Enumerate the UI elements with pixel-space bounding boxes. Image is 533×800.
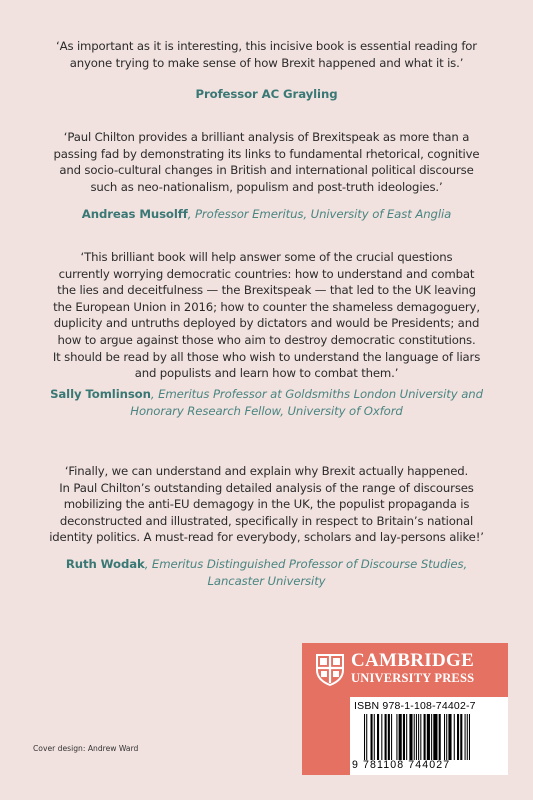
quote-line: ‘Paul Chilton provides a brilliant analysis of Brexitspeak as more than a [63,130,470,144]
ean-digits: 9 781108 744027 [352,759,451,771]
reviewer-name: Andreas Musolff [81,207,188,221]
review-quote-2 [28,129,505,195]
university-crest-icon [315,653,345,686]
review-quote-1 [28,38,505,71]
review-attribution-2 [28,206,505,223]
quote-line: currently worrying democratic countries: how to understand and combat [58,266,475,281]
review-attribution-3 [28,386,505,420]
quote-line: the European Union in 2016; how to counter the shameless demagoguery, [53,299,480,314]
quote-line: duplicity and untruths deployed by dictators and would be Presidents; and [53,316,480,331]
quote-line: how to argue against those who aim to destroy democratic constitutions. [57,332,476,347]
attribution-line [28,556,505,573]
quote-line: and populists and learn how to combat them.’ [134,366,399,381]
review-attribution-1 [28,86,505,103]
quote-line: mobilizing the anti-EU demagogy in the UK, the populist propaganda is [63,497,470,512]
review-quote-3 [28,249,505,382]
reviewer-name: Ruth Wodak [65,557,145,571]
review-quote-4 [28,463,505,546]
isbn-label: ISBN 978-1-108-74402-7 [354,700,476,712]
reviewer-name: Professor AC Grayling [195,87,338,101]
attribution-line [28,386,505,403]
quote-line: such as neo-nationalism, populism and post-truth ideologies.’ [90,179,443,194]
barcode-panel [350,697,508,775]
quote-line: It should be read by all those who wish to understand the language of liars [52,349,481,364]
quote-line: identity politics. A must-read for everybody, scholars and lay-persons alike!’ [49,530,484,545]
publisher-name: CAMBRIDGE [351,650,475,671]
quote-line: ‘Finally, we can understand and explain why Brexit actually happened. [64,464,469,478]
reviewer-title-cont: Lancaster University [207,574,326,588]
cover-design-credit: Cover design: Andrew Ward [33,744,139,753]
quote-line: ‘This brilliant book will help answer some of the crucial questions [80,250,453,264]
quote-line: deconstructed and illustrated, specifically in respect to Britain’s national [59,513,474,528]
attribution-line [28,573,505,590]
publisher-subtitle: UNIVERSITY PRESS [351,671,475,685]
quote-line: In Paul Chilton’s outstanding detailed analysis of the range of discourses [59,480,474,495]
reviewer-title: , Professor Emeritus, University of East Anglia [187,207,452,221]
quote-line: the lies and deceitfulness — the Brexitspeak — that led to the UK leaving [57,283,476,298]
reviewer-title: , Emeritus Professor at Goldsmiths London University and [150,387,483,401]
quote-line: anyone trying to make sense of how Brexit happened and what it is.’ [69,55,464,70]
reviewer-name: Sally Tomlinson [50,387,151,401]
quote-line: and socio-cultural changes in British and international political discourse [59,163,474,178]
reviewer-title: , Emeritus Distinguished Professor of Discourse Studies, [144,557,468,571]
quote-line: passing fad by demonstrating its links to fundamental rhetorical, cognitive [53,146,480,161]
quote-line: ‘As important as it is interesting, this incisive book is essential reading for [56,39,477,53]
barcode-bars [364,714,496,760]
reviewer-title-cont: Honorary Research Fellow, University of Oxford [130,404,403,418]
review-attribution-4 [28,556,505,590]
attribution-line [28,403,505,420]
